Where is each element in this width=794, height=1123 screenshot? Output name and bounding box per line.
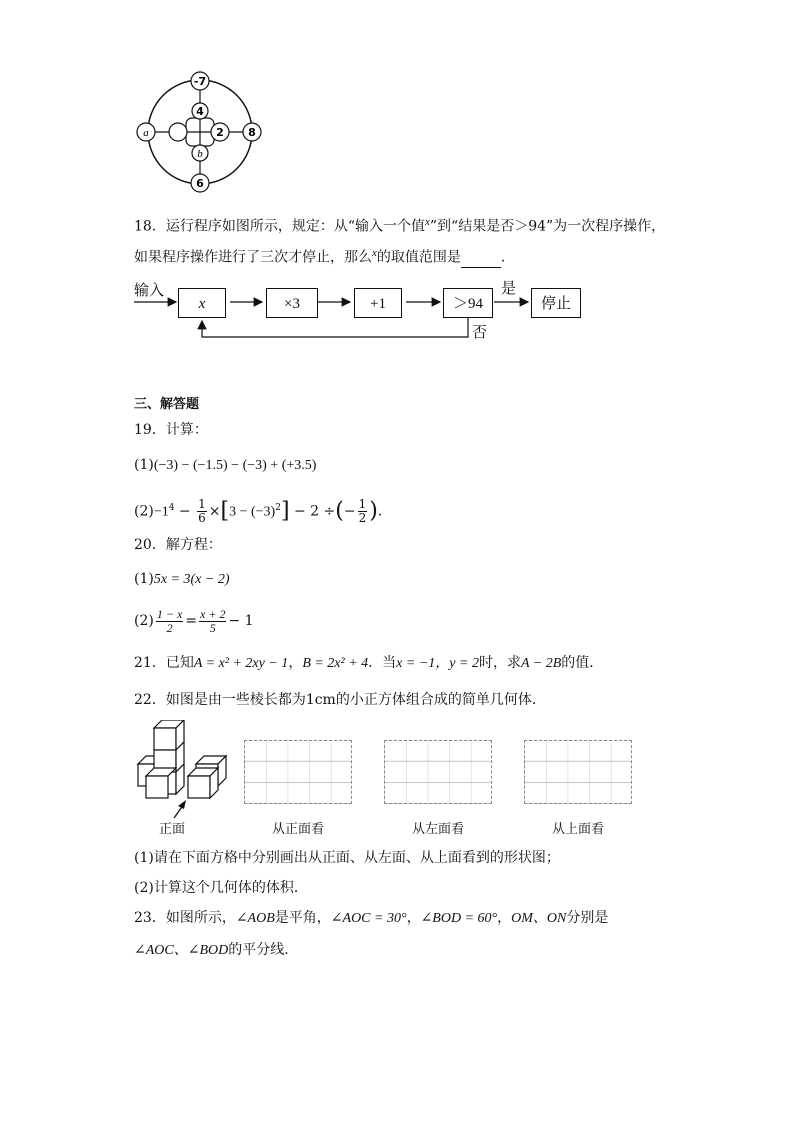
- q18-line1: 18．运行程序如图所示，规定：从“输入一个值$^x$”到“结果是否＞94”为一次程序操作，: [134, 216, 666, 235]
- svg-text:6: 6: [196, 177, 204, 190]
- node-inner-top: [192, 103, 208, 119]
- q23-line2: ∠AOC、∠BOD的平分线．: [134, 942, 299, 958]
- node-inner-right: [211, 123, 229, 141]
- svg-text:8: 8: [248, 126, 256, 139]
- circle-number-diagram: [130, 70, 270, 195]
- section-title: 三、解答题: [134, 397, 200, 412]
- q19-part1: (1)(−3) − (−1.5) − (−3) + (+3.5): [134, 457, 317, 473]
- q22-part1: (1)请在下面方格中分别画出从正面、从左面、从上面看到的形状图；: [134, 850, 560, 866]
- q20-part1: (1)5x = 3(x − 2): [134, 571, 230, 587]
- q22-title: 22．如图是由一些棱长都为1cm的小正方体组合成的简单几何体．: [134, 692, 546, 708]
- node-inner-bottom: [192, 145, 208, 161]
- flow-no-label: 否: [472, 323, 488, 341]
- q18-line2: 如果程序操作进行了三次才停止，那么$^x$的取值范围是 ．: [134, 247, 515, 266]
- grid-left-view[interactable]: [384, 740, 492, 804]
- flow-input-label: 输入: [134, 281, 165, 299]
- caption-left-view: 从左面看: [411, 822, 464, 837]
- grid-front-view[interactable]: [244, 740, 352, 804]
- node-right: [243, 123, 261, 141]
- flow-box-stop: 停止: [531, 288, 581, 318]
- svg-text:4: 4: [196, 105, 204, 118]
- q19-part2: $(2)-1^4$ − $\frac{1}{6}$ $\times[3 - (-3)^2] - 2$ ÷(− $\frac{1}{2}$ )．: [134, 497, 392, 526]
- flow-box-compare: ＞94: [443, 288, 493, 318]
- flow-yes-label: 是: [501, 279, 517, 297]
- grid-top-view[interactable]: [524, 740, 632, 804]
- svg-text:-7: -7: [193, 75, 207, 88]
- svg-text:b: b: [197, 148, 203, 160]
- caption-top-view: 从上面看: [551, 822, 604, 837]
- cube-solid-figure: [128, 720, 233, 820]
- flow-box-add: +1: [354, 288, 402, 318]
- node-top: [191, 72, 209, 90]
- q22-part2: (2)计算这个几何体的体积．: [134, 880, 308, 896]
- q20-part2: (2) $\frac{1 - x}{2}$ = $\frac{x + 2}{5}$ − 1: [134, 606, 254, 635]
- q19-title: 19．计算：: [134, 422, 208, 438]
- q20-title: 20．解方程：: [134, 537, 222, 553]
- node-left: [137, 123, 155, 141]
- q21-text: 21．已知A = x² + 2xy − 1，B = 2x² + 4．当x = −1，y = 2时，求A − 2B的值．: [134, 655, 604, 671]
- svg-text:a: a: [143, 127, 149, 139]
- svg-text:2: 2: [216, 126, 224, 139]
- q23-line1: 23．如图所示，∠AOB是平角，∠AOC = 30°，∠BOD = 60°，OM、ON分别是: [134, 910, 609, 926]
- answer-blank: [461, 253, 501, 268]
- caption-front-view: 从正面看: [271, 822, 324, 837]
- node-bottom: [191, 174, 209, 192]
- flow-box-x: x: [178, 288, 226, 318]
- flow-box-multiply: ×3: [266, 288, 318, 318]
- front-label: 正面: [158, 822, 185, 837]
